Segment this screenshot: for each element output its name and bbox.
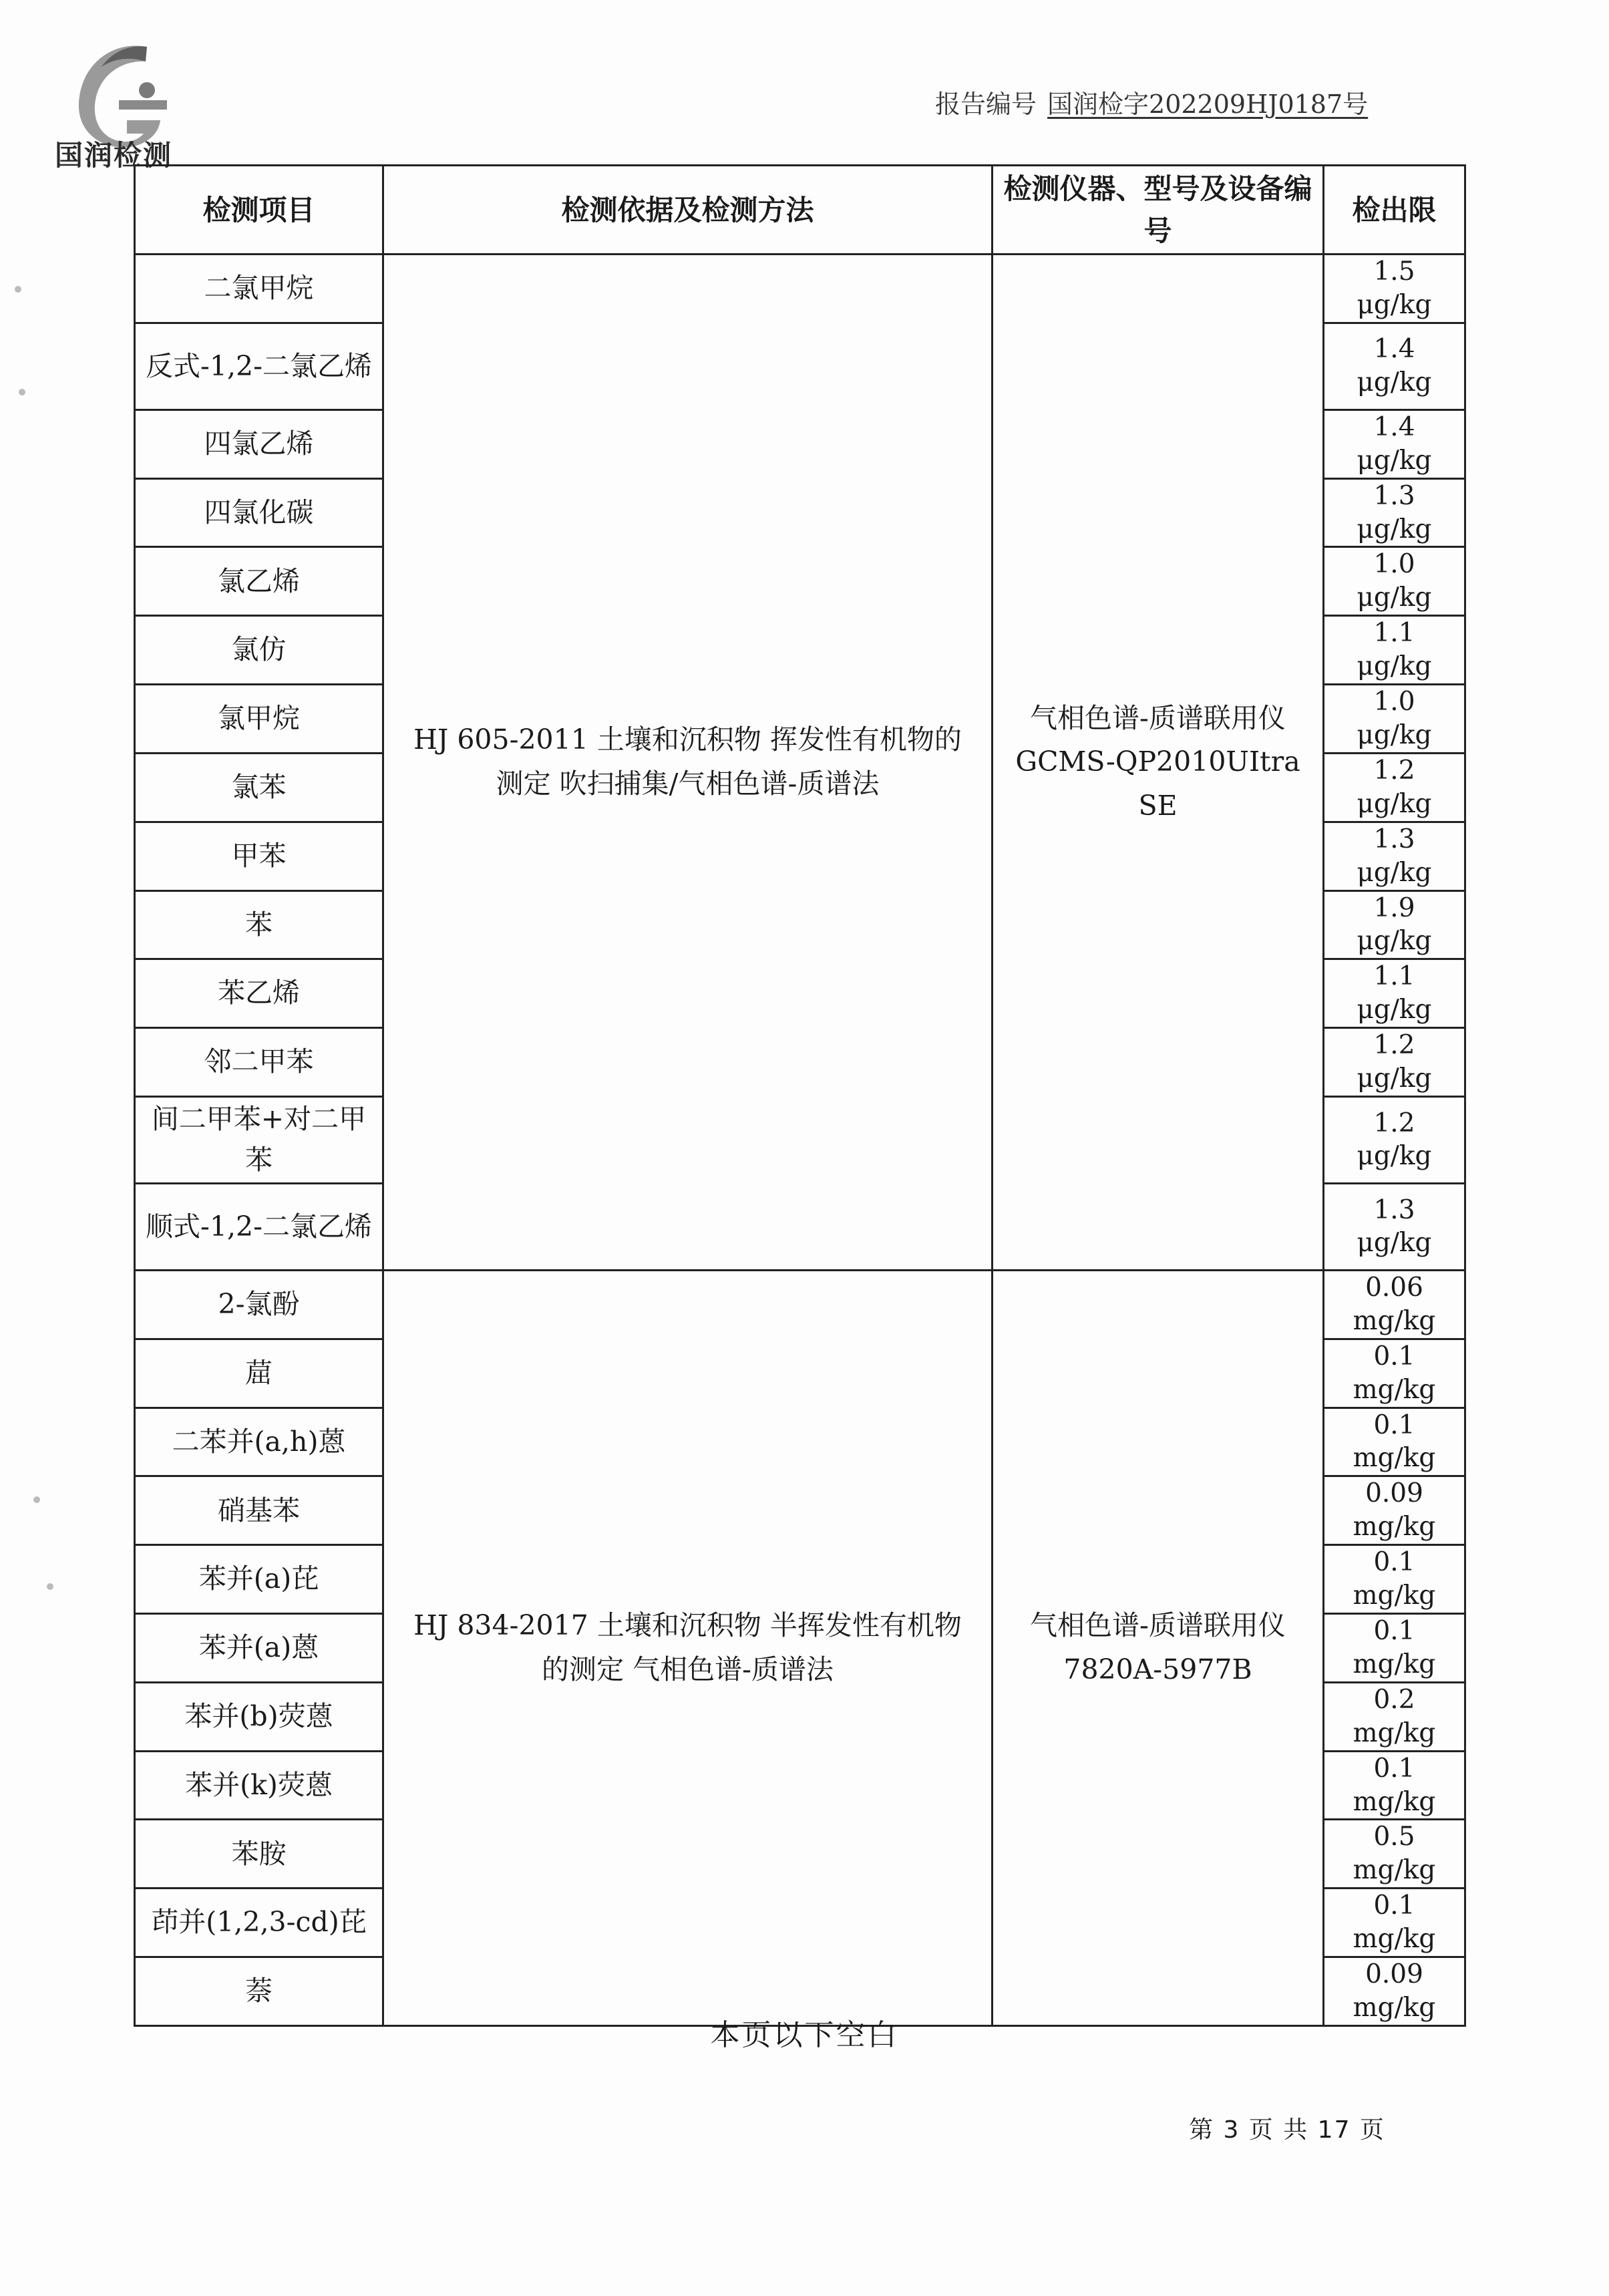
detection-limit-unit: mg/kg [1353,1786,1436,1817]
detection-limit-value: 1.3 [1373,824,1415,854]
detection-limit-value: 0.09 [1365,1478,1423,1509]
detection-limit-unit: μg/kg [1357,651,1432,682]
scan-speck [33,1496,40,1503]
detection-item: 氯苯 [135,753,383,822]
detection-limit-value: 0.2 [1373,1684,1415,1715]
detection-limit-unit: μg/kg [1357,995,1432,1025]
detection-limit [1324,255,1465,323]
table-header-row [135,166,1465,255]
detection-item: 邻二甲苯 [135,1028,383,1097]
detection-limit [1324,1096,1465,1183]
detection-limit-value: 0.1 [1373,1616,1415,1646]
scan-speck [19,389,25,395]
detection-limit [1324,1476,1465,1545]
scan-speck [15,286,21,293]
test-instrument: 气相色谱-质谱联用仪7820A-5977B [993,1270,1324,2025]
test-method: HJ 834-2017 土壤和沉积物 半挥发性有机物的测定 气相色谱-质谱法 [383,1270,993,2025]
detection-item: 间二甲苯+对二甲苯 [135,1096,383,1183]
detection-limit-unit: μg/kg [1357,445,1432,476]
detection-item: 苯并(b)荧蒽 [135,1682,383,1751]
detection-limit-unit: μg/kg [1357,367,1432,398]
detection-limit-value: 1.3 [1373,480,1415,511]
detection-limit [1324,890,1465,959]
col-header-item: 检测项目 [135,166,383,255]
detection-limit-unit: μg/kg [1357,1141,1432,1172]
detection-limit-unit: mg/kg [1353,1581,1436,1611]
report-number-value: 国润检字202209HJ0187号 [1047,90,1369,119]
detection-limit [1324,409,1465,478]
detection-limit-value: 1.2 [1373,1030,1415,1061]
detection-limit-value: 1.1 [1373,618,1415,649]
detection-limit [1324,1820,1465,1889]
detection-item: 苯并(a)蒽 [135,1614,383,1683]
detection-limit-value: 1.0 [1373,687,1415,717]
detection-limit-unit: μg/kg [1357,1063,1432,1094]
detection-limit [1324,1614,1465,1683]
detection-limit [1324,1889,1465,1957]
detection-item: 反式-1,2-二氯乙烯 [135,323,383,409]
detection-item: 氯仿 [135,616,383,685]
col-header-method: 检测依据及检测方法 [383,166,993,255]
detection-limit-value: 1.5 [1373,257,1415,287]
detection-limit [1324,1545,1465,1614]
detection-limit-unit: mg/kg [1353,1649,1436,1679]
report-number-label: 报告编号 [935,90,1037,119]
detection-limit-unit: mg/kg [1353,1924,1436,1955]
detection-limit-value: 0.09 [1365,1959,1423,1990]
detection-limit-value: 1.0 [1373,549,1415,580]
detection-item: 苯乙烯 [135,959,383,1028]
detection-item: 䓛 [135,1339,383,1408]
detection-limit-unit: μg/kg [1357,289,1432,320]
detection-limit-value: 0.1 [1373,1753,1415,1784]
detection-limit [1324,1339,1465,1408]
detection-limit-value: 1.1 [1373,961,1415,992]
table-body [135,255,1465,2026]
detection-item: 四氯化碳 [135,478,383,547]
detection-limit-unit: mg/kg [1353,1992,1436,2023]
detection-limit-value: 1.4 [1373,334,1415,365]
detection-item: 苯胺 [135,1820,383,1889]
detection-limit-unit: mg/kg [1353,1305,1436,1336]
detection-item: 氯甲烷 [135,685,383,754]
detection-limit-unit: mg/kg [1353,1374,1436,1405]
detection-limit [1324,1408,1465,1476]
detection-limit-value: 0.1 [1373,1891,1415,1921]
col-header-limit: 检出限 [1324,166,1465,255]
detection-limit-unit: μg/kg [1357,857,1432,888]
blank-below-note: 本页以下空白 [710,2018,899,2052]
detection-limit [1324,753,1465,822]
detection-limit-value: 1.9 [1373,892,1415,923]
detection-limit-value: 0.5 [1373,1822,1415,1852]
col-header-instrument: 检测仪器、型号及设备编号 [993,166,1324,255]
detection-limit-value: 0.1 [1373,1341,1415,1371]
test-method: HJ 605-2011 土壤和沉积物 挥发性有机物的测定 吹扫捕集/气相色谱-质谱法 [383,255,993,1271]
detection-item: 二氯甲烷 [135,255,383,323]
detection-limit [1324,547,1465,616]
detection-item: 苯并(k)荧蒽 [135,1751,383,1820]
detection-limit-unit: μg/kg [1357,926,1432,957]
table-row [135,255,1465,323]
detection-item: 苯并(a)芘 [135,1545,383,1614]
detection-limit-value: 1.2 [1373,755,1415,786]
detection-item: 2-氯酚 [135,1270,383,1339]
detection-item: 甲苯 [135,822,383,890]
detection-limit-unit: μg/kg [1357,514,1432,544]
detection-item: 氯乙烯 [135,547,383,616]
detection-limit [1324,616,1465,685]
report-number [935,84,1368,120]
detection-limit-value: 1.4 [1373,412,1415,442]
detection-limit [1324,1270,1465,1339]
detection-limit-unit: mg/kg [1353,1443,1436,1474]
detection-limit [1324,1682,1465,1751]
detection-limit-unit: mg/kg [1353,1855,1436,1886]
detection-limits-table [134,164,1466,2027]
detection-item: 二苯并(a,h)蒽 [135,1408,383,1476]
detection-limit [1324,685,1465,754]
detection-limit [1324,1183,1465,1270]
detection-limit [1324,1751,1465,1820]
detection-limit-unit: mg/kg [1353,1512,1436,1542]
scan-speck [47,1583,53,1590]
detection-limit-value: 0.06 [1365,1272,1423,1303]
detection-item: 萘 [135,1957,383,2026]
logo-text: 国润检测 [55,139,173,172]
table-row [135,1270,1465,1339]
detection-limit [1324,323,1465,409]
detection-limit-value: 1.3 [1373,1194,1415,1225]
detection-limit-unit: mg/kg [1353,1717,1436,1748]
detection-item: 顺式-1,2-二氯乙烯 [135,1183,383,1270]
detection-limit-value: 1.2 [1373,1108,1415,1138]
detection-item: 茚并(1,2,3-cd)芘 [135,1889,383,1957]
test-instrument: 气相色谱-质谱联用仪GCMS-QP2010UItra SE [993,255,1324,1271]
detection-item: 苯 [135,890,383,959]
detection-limit [1324,959,1465,1028]
detection-limit [1324,1028,1465,1097]
detection-limit-unit: μg/kg [1357,1228,1432,1259]
detection-limit-value: 0.1 [1373,1547,1415,1578]
detection-limit-value: 0.1 [1373,1410,1415,1440]
detection-item: 硝基苯 [135,1476,383,1545]
page-number: 第 3 页 共 17 页 [1189,2116,1385,2144]
detection-limit-unit: μg/kg [1357,788,1432,819]
detection-limit-unit: μg/kg [1357,719,1432,750]
detection-limit-unit: μg/kg [1357,583,1432,613]
detection-limit [1324,822,1465,890]
detection-item: 四氯乙烯 [135,409,383,478]
detection-limit [1324,478,1465,547]
